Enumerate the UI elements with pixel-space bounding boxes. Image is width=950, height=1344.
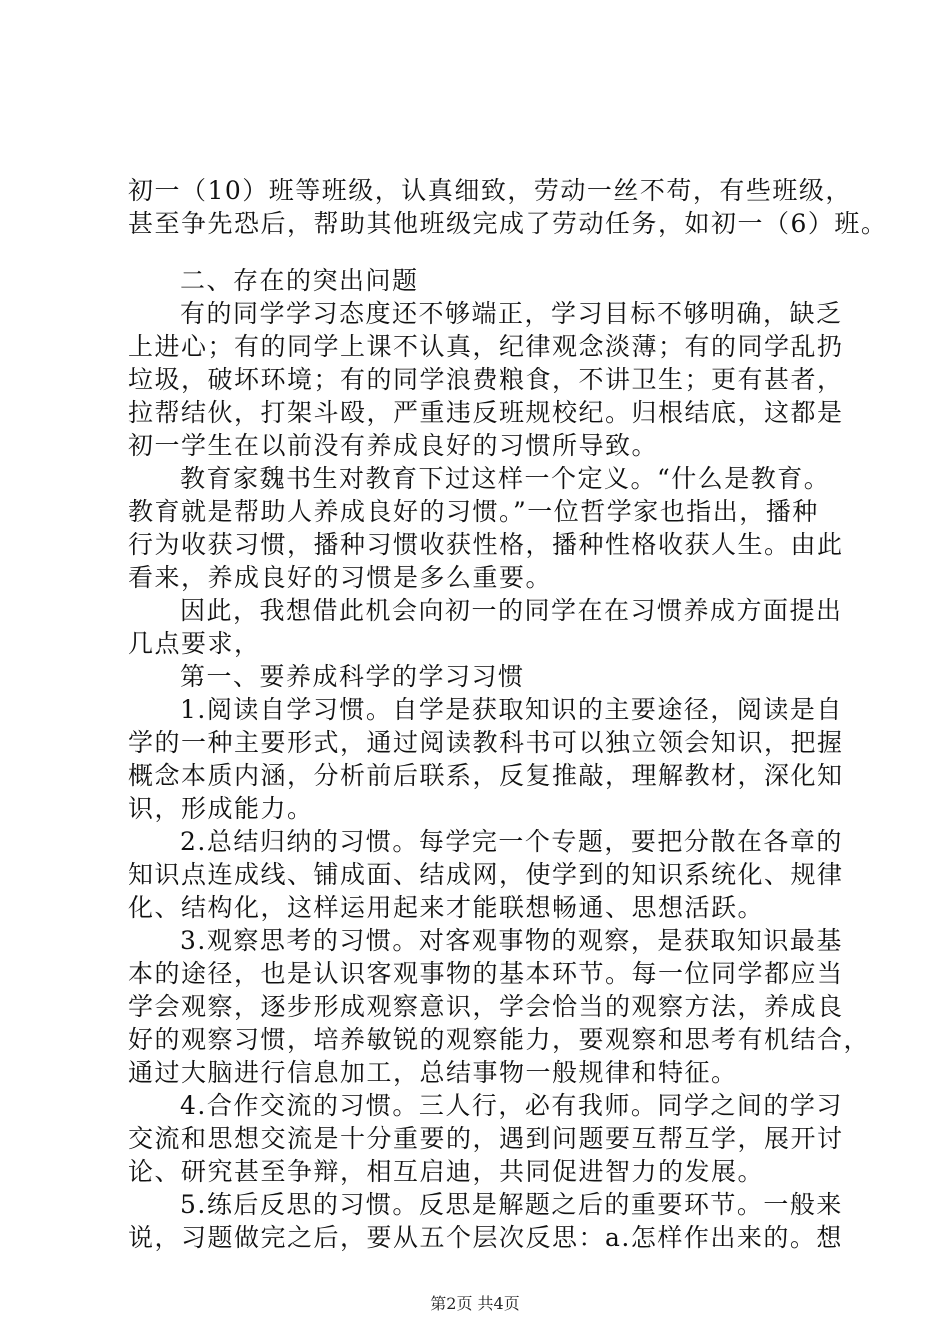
paragraph-line: 知识点连成线、铺成面、结成网，使学到的知识系统化、规律 xyxy=(128,860,844,889)
paragraph-line: 初一（10）班等班级，认真细致，劳动一丝不苟，有些班级， xyxy=(128,176,852,205)
paragraph-line: 通过大脑进行信息加工，总结事物一般规律和特征。 xyxy=(128,1058,738,1087)
paragraph-line: 1.阅读自学习惯。自学是获取知识的主要途径，阅读是自 xyxy=(180,695,843,724)
paragraph-line: 说，习题做完之后，要从五个层次反思：a.怎样作出来的。想 xyxy=(128,1223,843,1252)
subsection-heading: 第一、要养成科学的学习习惯 xyxy=(180,662,525,691)
paragraph-line: 初一学生在以前没有养成良好的习惯所导致。 xyxy=(128,431,659,460)
paragraph-line: 上进心；有的同学上课不认真，纪律观念淡薄；有的同学乱扔 xyxy=(128,332,844,361)
paragraph-line: 好的观察习惯，培养敏锐的观察能力，要观察和思考有机结合， xyxy=(128,1025,871,1054)
paragraph-line: 学会观察，逐步形成观察意识，学会恰当的观察方法，养成良 xyxy=(128,992,844,1021)
paragraph-line: 论、研究甚至争辩，相互启迪，共同促进智力的发展。 xyxy=(128,1157,765,1186)
paragraph-line: 3.观察思考的习惯。对客观事物的观察，是获取知识最基 xyxy=(180,926,843,955)
paragraph-line: 有的同学学习态度还不够端正，学习目标不够明确，缺乏 xyxy=(180,299,843,328)
paragraph-line: 4.合作交流的习惯。三人行，必有我师。同学之间的学习 xyxy=(180,1091,843,1120)
paragraph-line: 教育家魏书生对教育下过这样一个定义。“什么是教育。 xyxy=(180,464,831,493)
paragraph-line: 看来，养成良好的习惯是多么重要。 xyxy=(128,563,553,592)
paragraph-line: 甚至争先恐后，帮助其他班级完成了劳动任务，如初一（6）班。 xyxy=(128,209,888,238)
paragraph-line: 本的途径，也是认识客观事物的基本环节。每一位同学都应当 xyxy=(128,959,844,988)
paragraph-line: 2.总结归纳的习惯。每学完一个专题，要把分散在各章的 xyxy=(180,827,843,856)
paragraph-line: 行为收获习惯，播种习惯收获性格，播种性格收获人生。由此 xyxy=(128,530,844,559)
paragraph-line: 交流和思想交流是十分重要的，遇到问题要互帮互学，展开讨 xyxy=(128,1124,844,1153)
page-number-footer: 第2页 共4页 xyxy=(430,1294,520,1313)
paragraph-line: 因此，我想借此机会向初一的同学在在习惯养成方面提出 xyxy=(180,596,843,625)
paragraph-line: 学的一种主要形式，通过阅读教科书可以独立领会知识，把握 xyxy=(128,728,844,757)
paragraph-line: 几点要求， xyxy=(128,629,261,658)
paragraph-line: 教育就是帮助人养成良好的习惯。”一位哲学家也指出，播种 xyxy=(128,497,819,526)
section-heading: 二、存在的突出问题 xyxy=(180,266,419,295)
paragraph-line: 概念本质内涵，分析前后联系，反复推敲，理解教材，深化知 xyxy=(128,761,844,790)
paragraph-line: 化、结构化，这样运用起来才能联想畅通、思想活跃。 xyxy=(128,893,765,922)
paragraph-line: 5.练后反思的习惯。反思是解题之后的重要环节。一般来 xyxy=(180,1190,843,1219)
paragraph-line: 拉帮结伙，打架斗殴，严重违反班规校纪。归根结底，这都是 xyxy=(128,398,844,427)
paragraph-line: 垃圾，破坏环境；有的同学浪费粮食，不讲卫生；更有甚者， xyxy=(128,365,844,394)
paragraph-line: 识，形成能力。 xyxy=(128,794,314,823)
